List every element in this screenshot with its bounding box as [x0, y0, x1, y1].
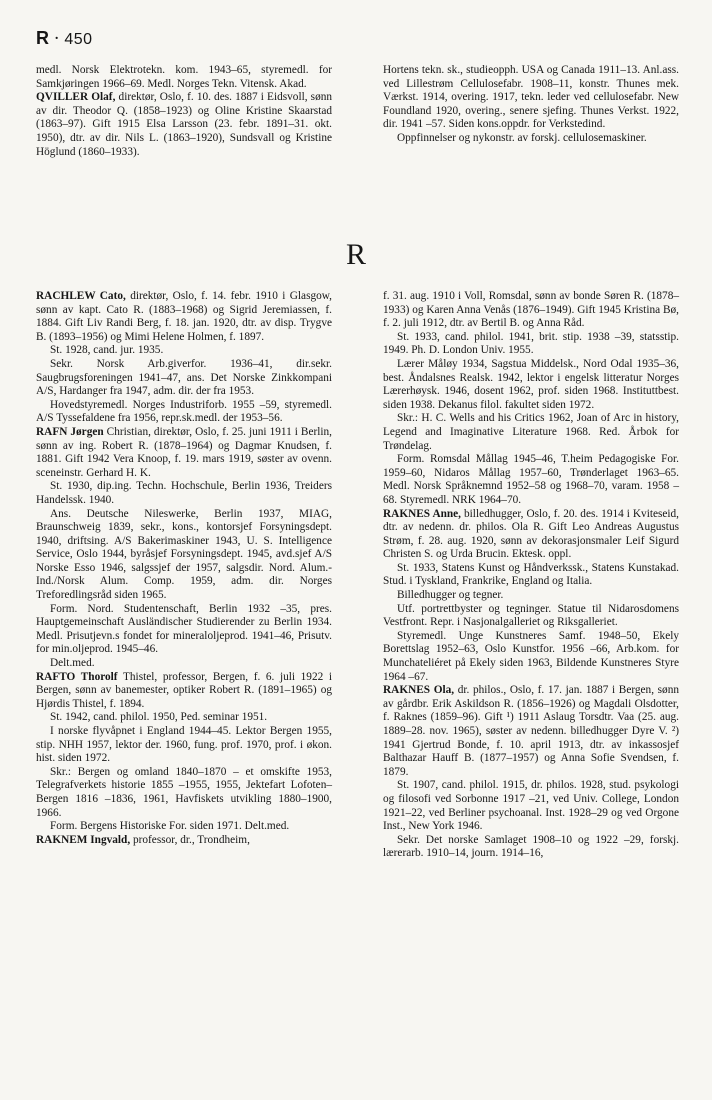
column-top-right — [383, 64, 679, 146]
paragraph-text: Ans. Deutsche Nileswerke, Berlin 1937, MIAG, Braunschweig 1839, sekr., kons., kontorsjef Forsyningsdept. 1940, driftsing. A/S Bakerimaskiner 1943, U. S. Intelligence Service, Oslo 1944, byråsjef Forsyningsdept. 1945, avd.sjef A/S Norske Esso 1946, salgssjef der 1957, salgsdir. Nord. Alum.-Ind./Norsk Alum. Comp. 1959, adm. dir. Norges Treforedlingsråd siden 1965. — [36, 507, 332, 602]
entry-headword: RAKNEM Ingvald, — [36, 833, 131, 846]
paragraph-text: St. 1928, cand. jur. 1935. — [50, 344, 164, 357]
biography-entry — [36, 91, 332, 159]
biography-entry — [383, 508, 679, 562]
entry-paragraph — [36, 358, 332, 399]
entry-paragraph — [36, 820, 332, 834]
paragraph-text: Lærer Måløy 1934, Sagstua Middelsk., Nord Odal 1935–36, best. Åndalsnes Realsk. 1942, lektor i engelsk litteratur Norges Lærerhøysk. 1946, dosent 1962, prof. siden 1968. Instituttbest. siden 1938. Dekanus filol. fakultet siden 1972. — [383, 357, 679, 411]
paragraph-text: professor, dr., Trondheim, — [132, 833, 250, 846]
entry-headword: RAFTO Thorolf — [36, 670, 118, 683]
entry-paragraph — [383, 589, 679, 603]
paragraph-text: Form. Bergens Historiske For. siden 1971. Delt.med. — [50, 820, 290, 833]
entry-headword: RAKNES Anne, — [383, 507, 462, 520]
entry-paragraph — [383, 779, 679, 833]
paragraph-text: billedhugger, Oslo, f. 20. des. 1914 i Kviteseid, dtr. av nedenn. dr. philos. Ola R. Gift Leo Andreas Augustus Strøm, f. 28. aug. 1920, sønn av dekorasjonsmaler Leif Sigurd Christen S. og Urda Brucin. Ektesk. oppl. — [383, 507, 680, 561]
continued-text — [383, 290, 679, 331]
biography-entry — [36, 426, 332, 480]
paragraph-text: Form. Romsdal Mållag 1945–46, T.heim Pedagogiske For. 1959–60, Nidaros Mållag 1957–60, Trønderlaget 1963–65. Medl. Norsk Språknemnd 1952–58 og 1968–70, varam. 1958 –68. Styremedl. NRK 1964–70. — [383, 453, 679, 506]
section-letter-heading: R — [345, 238, 366, 271]
column-bottom-left — [36, 290, 332, 847]
entry-paragraph — [36, 725, 332, 766]
entry-paragraph — [36, 399, 332, 426]
entry-paragraph — [36, 603, 332, 657]
paragraph-text: St. 1930, dip.ing. Techn. Hochschule, Berlin 1936, Treiders Handelssk. 1940. — [36, 480, 332, 506]
page-header — [36, 28, 93, 50]
paragraph-text: St. 1907, cand. philol. 1915, dr. philos. 1928, stud. psykologi og filosofi ved Sorbonne 1917 –21, ved Univ. College, London 1921–22, ved Berliner psychoanal. Inst. 1928–29 og ved Orgone Inst., New York 1946. — [383, 779, 679, 833]
entry-headword: RAKNES Ola, — [383, 684, 455, 697]
paragraph-text: Sekr. Norsk Arb.giverfor. 1936–41, dir.sekr. Saugbrugsforeningen 1941–47, ans. Det Norske Zinkkompani A/S, Hardanger fra 1947, adm. dir. der fra 1953. — [36, 357, 332, 398]
column-bottom-right — [383, 290, 679, 861]
paragraph-text: Form. Nord. Studentenschaft, Berlin 1932 –35, pres. Hauptgemeinschaft Ausländischer Studierender zu Berlin 1934. Medl. Prisutjevn.s fondet for mineraloljeprod. 1941–46, Prisutv. for min.oljeprod. 1945–46. — [36, 602, 332, 656]
continued-text — [36, 64, 332, 91]
entry-paragraph — [36, 480, 332, 507]
entry-paragraph — [36, 766, 332, 820]
entry-paragraph — [383, 412, 679, 453]
entry-headword: RACHLEW Cato, — [36, 290, 126, 302]
entry-paragraph — [36, 711, 332, 725]
biography-entry — [36, 290, 332, 344]
header-letter: R — [36, 28, 50, 48]
paragraph-text: St. 1933, Statens Kunst og Håndverkssk., Statens Kunstakad. Stud. i Tyskland, Frankrike, England og Italia. — [383, 561, 679, 588]
paragraph-text: Hortens tekn. sk., studieopph. USA og Canada 1911–13. Anl.ass. ved Lillestrøm Cellulosefabr. 1908–11, konstr. Thunes mek. Værkst. 1914, overing. 1917, tekn. leder ved cellulosefabr. New Foundland 1920, overing., senere sjefing. Thunes Verkst. 1922, dir. 1941 –57. Siden kons.oppdr. for Verkstedind. — [383, 64, 679, 131]
entry-paragraph — [36, 657, 332, 671]
biography-entry — [36, 834, 332, 848]
paragraph-text: Christian, direktør, Oslo, f. 25. juni 1911 i Berlin, sønn av ing. Robert R. (1878–1964) og Dagmar Knudsen, f. 1881. Gift 1942 Vera Knoop, f. 19. mars 1919, søster av ovenn. sceneinstr. Gerhard H. K. — [36, 425, 332, 479]
page-number: 450 — [64, 31, 93, 48]
paragraph-text: direktør, Oslo, f. 10. des. 1887 i Eidsvoll, sønn av dir. Theodor Q. (1858–1923) og Oline Kristine Skaarstad (1863–97). Gift 1915 Elsa Larsson (23. febr. 1891–31. okt. 1950), dtr. av dir. Nils L. (1863–1920), Sundsvall og Kristine Höglund (1860–1933). — [36, 91, 333, 158]
paragraph-text: medl. Norsk Elektrotekn. kom. 1943–65, styremedl. for Samkjøringen 1966–69. Medl. Norges Tekn. Vitensk. Akad. — [36, 64, 332, 90]
entry-paragraph — [383, 834, 679, 861]
paragraph-text: I norske flyvåpnet i England 1944–45. Lektor Bergen 1955, stip. NHH 1957, lektor der. 1960, fung. prof. 1970, prof. i økon. hist. siden 1972. — [36, 725, 332, 765]
entry-paragraph — [36, 344, 332, 358]
entry-headword: QVILLER Olaf, — [36, 91, 116, 104]
entry-paragraph — [383, 603, 679, 630]
paragraph-text: Utf. portrettbyster og tegninger. Statue til Nidarosdomens Vestfront. Repr. i Nasjonalgalleriet og Riksgalleriet. — [383, 602, 679, 629]
paragraph-text: Thistel, professor, Bergen, f. 6. juli 1922 i Bergen, sønn av banemester, optiker Robert R. (1891–1965) og Hjørdis Thistel, f. 1894. — [36, 670, 333, 710]
paragraph-text: Styremedl. Unge Kunstneres Samf. 1948–50, Ekely Borettslag 1952–63, Oslo Kunstfor. 1956 –66, Arb.kom. for Munchateliéret på Ekely siden 1963, Bildende Kunstneres Styre 1964 –67. — [383, 629, 679, 683]
paragraph-text: direktør, Oslo, f. 14. febr. 1910 i Glasgow, sønn av kapt. Cato R. (1883–1968) og Sigrid Jeremiassen, f. 1884. Gift Liv Randi Berg, f. 18. jan. 1920, dtr. av disp. Trygve B. (1893–1956) og Mimi Helene Holmen, f. 1897. — [36, 290, 333, 343]
entry-paragraph — [383, 358, 679, 412]
entry-paragraph — [383, 562, 679, 589]
entry-paragraph — [383, 630, 679, 684]
paragraph-text: St. 1933, cand. philol. 1941, brit. stip. 1938 –39, statsstip. 1949. Ph. D. London Univ. 1955. — [383, 330, 679, 357]
paragraph-text: Hovedstyremedl. Norges Industriforb. 1955 –59, styremedl. A/S Tyssefaldene fra 1956, repr.sk.medl. der 1953–56. — [36, 398, 332, 425]
biography-entry — [36, 671, 332, 712]
header-separator: · — [53, 28, 61, 49]
entry-paragraph — [36, 508, 332, 603]
entry-paragraph — [383, 331, 679, 358]
entry-headword: RAFN Jørgen — [36, 425, 104, 438]
entry-paragraph — [383, 132, 679, 146]
column-top-left — [36, 64, 332, 159]
paragraph-text: Billedhugger og tegner. — [397, 589, 504, 602]
paragraph-text: St. 1942, cand. philol. 1950, Ped. seminar 1951. — [50, 711, 268, 724]
paragraph-text: Delt.med. — [50, 657, 95, 670]
entry-paragraph — [383, 453, 679, 507]
paragraph-text: Sekr. Det norske Samlaget 1908–10 og 1922 –29, forskj. lærerarb. 1910–14, journ. 1914–16, — [383, 833, 679, 860]
continued-text — [383, 64, 679, 132]
paragraph-text: Oppfinnelser og nykonstr. av forskj. cellulosemaskiner. — [397, 131, 647, 144]
biography-entry — [383, 684, 679, 779]
paragraph-text: dr. philos., Oslo, f. 17. jan. 1887 i Bergen, sønn av gårdbr. Erik Askildson R. (1856–1926) og Magdali Olsdotter, f. Raknes (1859–96). Gift ¹) 1911 Aslaug Torsdtr. Vaa (25. aug. 1889–28. nov. 1965), søster av nedenn. billedhugger Dyre V. ²) 1941 Gjertrud Bonde, f. 10. april 1913, dtr. av inkassosjef Balthazar Hauff B. (1877–1957) og Anna Sofie Svendsen, f. 1879. — [383, 684, 679, 778]
paragraph-text: f. 31. aug. 1910 i Voll, Romsdal, sønn av bonde Søren R. (1878–1933) og Karen Anna Venås (1876–1949). Gift 1945 Kristina Bø, f. 2. juli 1912, dtr. av Bertil B. og Anna Råd. — [383, 290, 679, 330]
paragraph-text: Skr.: Bergen og omland 1840–1870 – et omskifte 1953, Telegrafverkets historie 1855 –1955, 1955, Jektefart Lofoten–Bergen 1816 –1836, 1961, Havfiskets utvikling 1880–1900, 1966. — [36, 765, 332, 819]
paragraph-text: Skr.: H. C. Wells and his Critics 1962, Joan of Arc in history, Legend and Imaginative Literature 1968. Red. Årbok for Trøndelag. — [383, 412, 679, 452]
